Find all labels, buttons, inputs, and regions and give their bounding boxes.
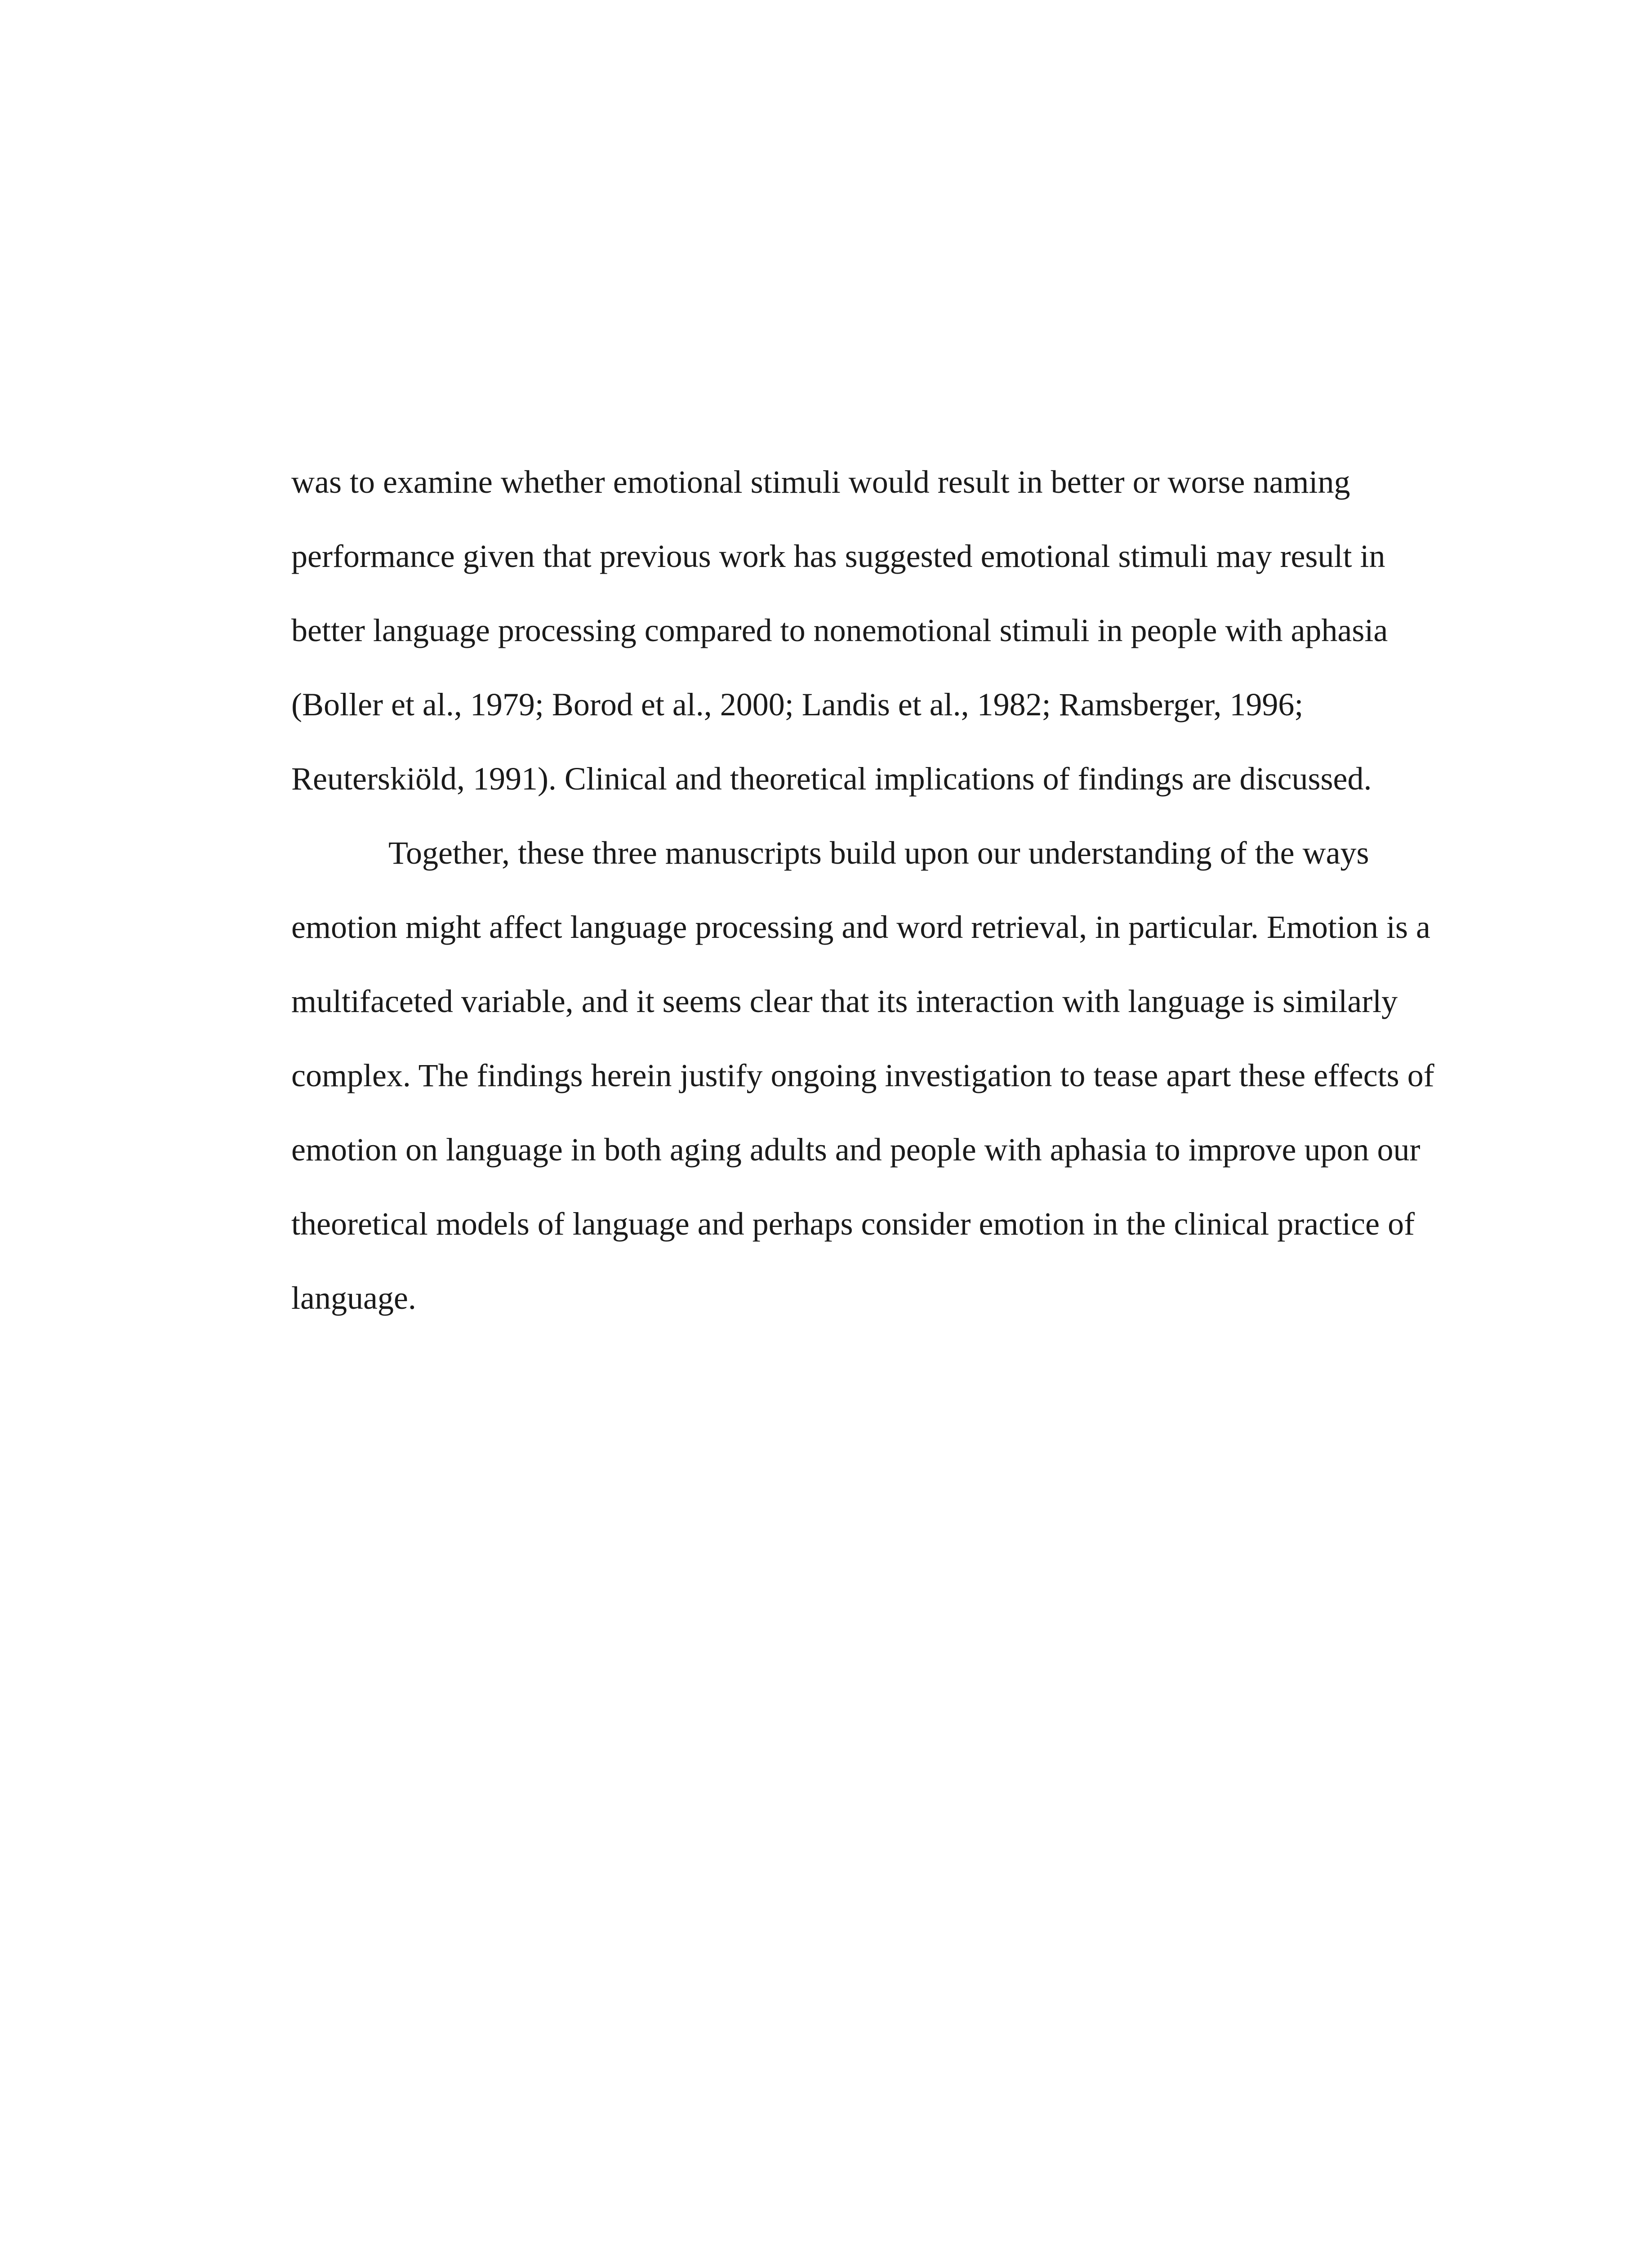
text-line: language. [291,1280,416,1316]
paragraph-2 [291,816,1434,1335]
text-line: was to examine whether emotional stimuli would result in better or worse naming [291,464,1350,500]
text-line: performance given that previous work has suggested emotional stimuli may result in [291,538,1385,574]
text-line: theoretical models of language and perhaps consider emotion in the clinical practice of [291,1206,1415,1242]
text-line: (Boller et al., 1979; Borod et al., 2000; Landis et al., 1982; Ramsberger, 1996; [291,687,1304,723]
text-line: emotion on language in both aging adults and people with aphasia to improve upon our [291,1132,1420,1168]
text-line: complex. The findings herein justify ongoing investigation to tease apart these effects of [291,1057,1434,1093]
text-line: better language processing compared to nonemotional stimuli in people with aphasia [291,612,1388,648]
body-text [291,445,1434,1335]
paragraph-1 [291,445,1424,816]
text-line: emotion might affect language processing and word retrieval, in particular. Emotion is a [291,909,1430,945]
text-line: Together, these three manuscripts build upon our understanding of the ways [388,835,1369,871]
text-line: Reuterskiöld, 1991). Clinical and theoretical implications of findings are discussed. [291,761,1372,797]
text-line: multifaceted variable, and it seems clear that its interaction with language is similarly [291,983,1398,1019]
